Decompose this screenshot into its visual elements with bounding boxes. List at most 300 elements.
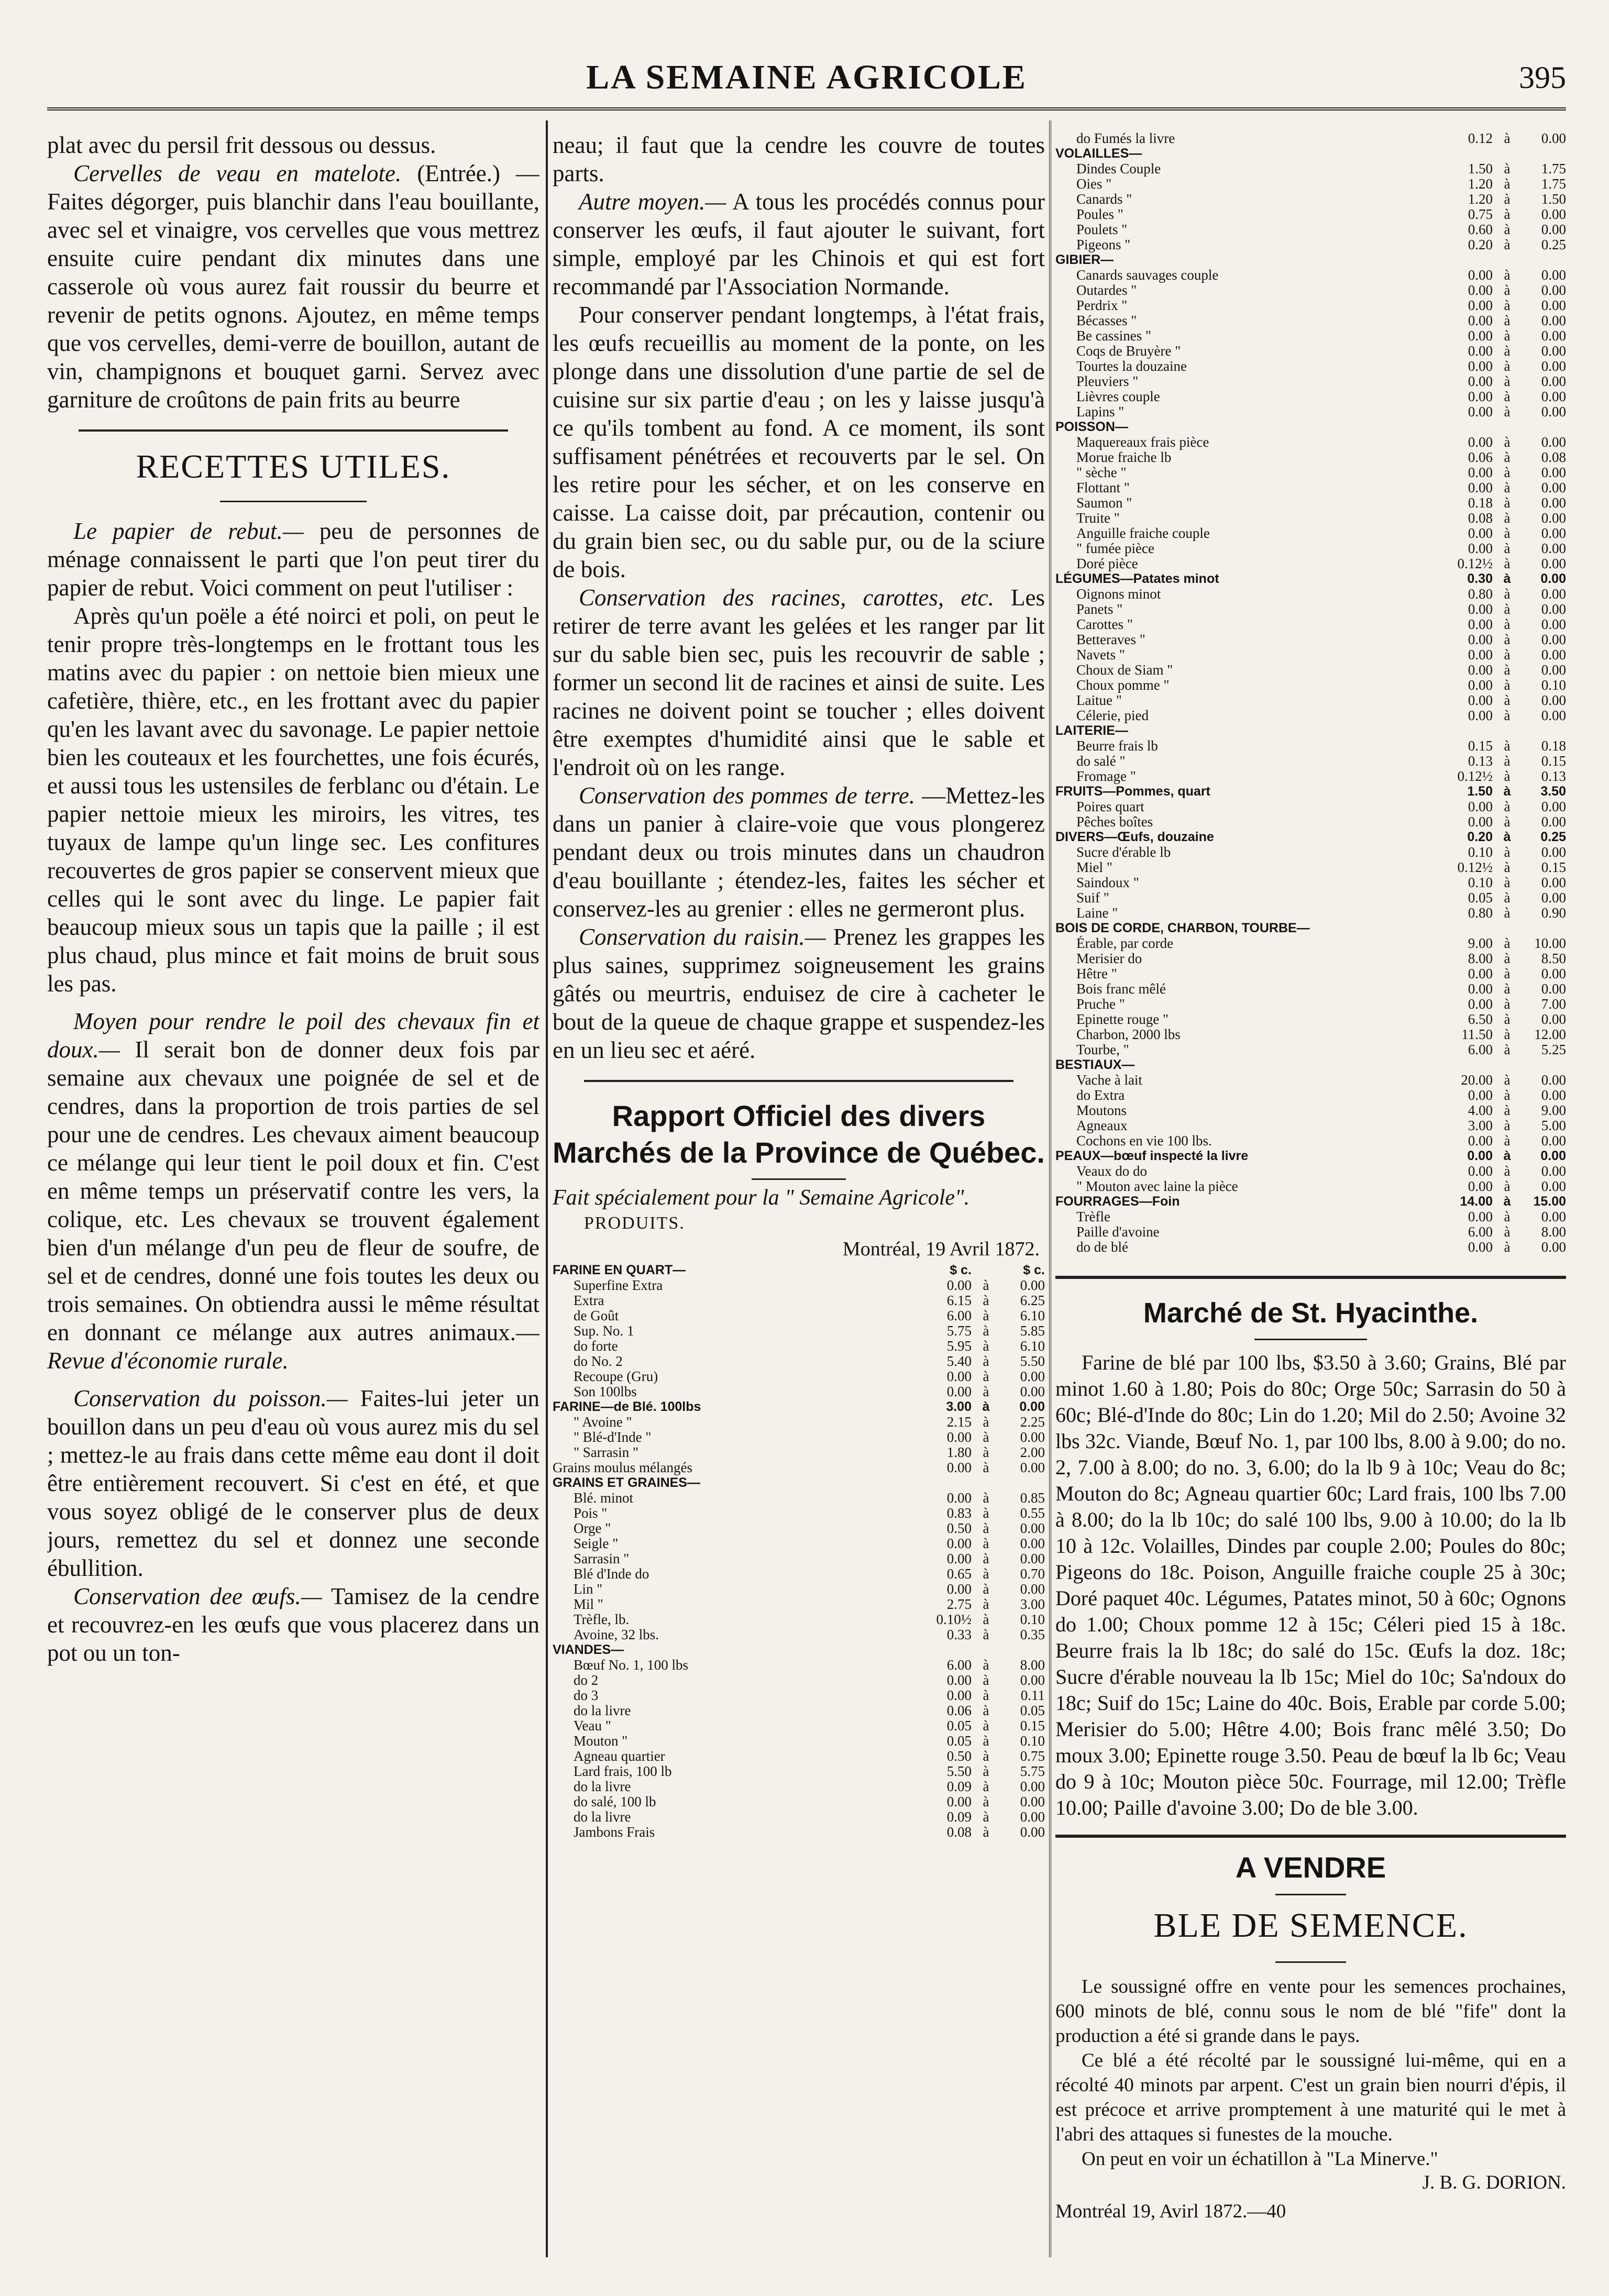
price-separator: à	[983, 1718, 989, 1734]
price-high: 0.00	[1541, 526, 1566, 541]
price-label: VOLAILLES—	[1055, 146, 1142, 161]
price-low: 0.00	[946, 1460, 972, 1475]
price-row	[1055, 313, 1566, 328]
price-row	[1055, 632, 1566, 647]
price-high: 0.00	[1541, 1209, 1566, 1224]
paragraph	[47, 1007, 539, 1375]
price-label: Navets "	[1076, 647, 1125, 663]
price-high: 0.00	[1541, 1179, 1566, 1194]
price-high: 0.11	[1020, 1688, 1045, 1703]
price-high: 0.08	[1541, 450, 1566, 465]
price-high: 5.85	[1020, 1323, 1045, 1339]
price-label: LÉGUMES—Patates minot	[1055, 571, 1219, 586]
price-high: 0.00	[1541, 404, 1566, 420]
price-label: Morue fraiche lb	[1076, 450, 1172, 465]
price-label: do Extra	[1076, 1088, 1125, 1103]
price-low: 0.00	[1468, 678, 1493, 693]
price-separator: à	[1504, 374, 1511, 389]
price-row	[553, 1384, 1045, 1399]
price-row	[1055, 951, 1566, 966]
price-high: 1.75	[1541, 176, 1566, 192]
price-high: 0.00	[1020, 1536, 1045, 1551]
price-high: 0.00	[1020, 1582, 1045, 1597]
price-high: 0.10	[1020, 1734, 1045, 1749]
price-high: 0.00	[1020, 1825, 1045, 1840]
price-label: do la livre	[574, 1809, 631, 1825]
price-row	[1055, 693, 1566, 708]
price-high: 0.00	[1541, 465, 1566, 480]
paragraph-text: (Entrée.) — Faites dégorger, puis blanchir dans l'eau bouillante, avec sel et vinaigre, vos cervelles que vous mettrez ensuite cuire pendant dix minutes dans une casserole où vous aurez fait roussir du beurre et revenir de petits ognons. Ajoutez, en même temps que vos cervelles, demi-verre de bouillon, autant de vin, champignons et bouquet garni. Servez avec garniture de croûtons de pain frits au beurre	[47, 160, 539, 413]
price-row	[1055, 1027, 1566, 1042]
price-low: 0.80	[1468, 906, 1493, 921]
price-label: BESTIAUX—	[1055, 1057, 1135, 1072]
column-right	[1055, 131, 1566, 2223]
price-row	[1055, 1224, 1566, 1240]
price-low: 0.00	[1468, 799, 1493, 814]
price-row	[553, 1718, 1045, 1734]
price-label: Truite "	[1076, 511, 1120, 526]
price-row	[1055, 222, 1566, 237]
price-separator: à	[1504, 1088, 1511, 1103]
price-separator: à	[1504, 465, 1511, 480]
price-separator: à	[983, 1506, 989, 1521]
price-high: 0.00	[1541, 966, 1566, 981]
ad-title: A VENDRE	[1235, 1851, 1386, 1884]
price-separator: à	[1503, 571, 1511, 586]
price-high: 0.00	[1541, 799, 1566, 814]
price-label: FRUITS—Pommes, quart	[1055, 784, 1210, 799]
price-low: 6.50	[1468, 1012, 1493, 1027]
price-label: do salé "	[1076, 754, 1126, 769]
price-separator: à	[1504, 207, 1511, 222]
price-label: Oignons minot	[1076, 587, 1161, 602]
price-separator: à	[1504, 1027, 1511, 1042]
price-separator: à	[1504, 1073, 1511, 1088]
price-row	[553, 1551, 1045, 1566]
price-label: Coqs de Bruyère "	[1076, 344, 1181, 359]
price-low: 0.50	[946, 1521, 972, 1536]
price-separator: à	[1504, 131, 1511, 146]
price-high: 0.00	[1541, 541, 1566, 556]
price-label: Laine "	[1076, 906, 1118, 921]
price-row	[553, 1339, 1045, 1354]
price-high: 0.00	[1541, 283, 1566, 298]
price-label: Mouton "	[574, 1734, 628, 1749]
price-high: 9.00	[1541, 1103, 1566, 1118]
price-label: Superfine Extra	[574, 1278, 663, 1293]
title-underline	[1254, 1339, 1367, 1340]
price-row	[1055, 1088, 1566, 1103]
price-separator: à	[983, 1339, 989, 1354]
price-row	[1055, 602, 1566, 617]
price-high: 7.00	[1541, 997, 1566, 1012]
price-label: Fromage "	[1076, 769, 1136, 784]
price-high: 0.00	[1020, 1278, 1045, 1293]
price-label: Pleuviers "	[1076, 374, 1139, 389]
price-high: 0.00	[1541, 556, 1566, 571]
price-row	[1055, 252, 1566, 268]
price-label: Anguille fraiche couple	[1076, 526, 1210, 541]
ad-paragraph: Ce blé a été récolté par le soussigné lui-même, qui en a récolté 40 minots par arpent. C'est un grain bien nourri d'épis, il est précoce et arrive promptement à une maturité qui le met à l'abri des attaques si funestes de la mouche.	[1055, 2050, 1566, 2145]
price-high: 8.50	[1541, 951, 1566, 966]
price-label: do 2	[574, 1673, 599, 1688]
price-label: Lièvres couple	[1076, 389, 1160, 404]
price-high: 0.00	[1541, 374, 1566, 389]
report-date: Montréal, 19 Avril 1872.	[842, 1238, 1040, 1260]
price-separator: à	[1504, 283, 1511, 298]
price-separator: à	[983, 1703, 989, 1718]
price-low: 0.00	[1468, 1164, 1493, 1179]
report-title: Rapport Officiel des divers Marchés de la Province de Québec.	[553, 1099, 1045, 1169]
price-separator: à	[983, 1582, 989, 1597]
price-separator: à	[1504, 328, 1511, 344]
price-separator: à	[1504, 587, 1511, 602]
price-label: Canards sauvages couple	[1076, 268, 1219, 283]
price-separator: à	[983, 1825, 989, 1840]
price-low	[1448, 921, 1493, 936]
price-high: 0.00	[1020, 1673, 1045, 1688]
price-label: Trèfle, lb.	[574, 1612, 630, 1627]
section-divider	[79, 429, 508, 432]
price-low: 0.00	[1468, 663, 1493, 678]
price-separator: à	[983, 1430, 989, 1445]
price-separator: à	[1504, 526, 1511, 541]
price-separator	[1493, 723, 1522, 738]
recipe-title: Le papier de rebut.—	[73, 518, 304, 544]
price-separator: à	[1504, 1209, 1511, 1224]
price-row	[553, 1597, 1045, 1612]
price-row	[1055, 981, 1566, 997]
price-label: Célerie, pied	[1076, 708, 1149, 723]
price-high: 0.75	[1020, 1749, 1045, 1764]
price-label: Sarrasin "	[574, 1551, 630, 1566]
price-low: 6.00	[946, 1658, 972, 1673]
price-row	[553, 1293, 1045, 1308]
price-separator: à	[1504, 997, 1511, 1012]
price-separator: à	[983, 1415, 989, 1430]
price-row	[1055, 845, 1566, 860]
price-row	[1055, 420, 1566, 435]
price-separator: à	[1504, 906, 1511, 921]
price-label: Charbon, 2000 lbs	[1076, 1027, 1181, 1042]
price-separator: à	[1503, 1194, 1511, 1209]
price-low	[1448, 252, 1493, 268]
price-label: Saindoux "	[1076, 875, 1139, 890]
price-high: 0.18	[1541, 738, 1566, 754]
price-separator: à	[983, 1384, 989, 1399]
price-label: FOURRAGES—Foin	[1055, 1194, 1180, 1209]
price-low: 0.00	[1468, 283, 1493, 298]
price-high: 3.50	[1540, 784, 1566, 799]
price-row	[1055, 966, 1566, 981]
paragraph: Pour conserver pendant longtemps, à l'état frais, les œufs recueillis au moment de la ponte, on les plonge dans une dissolution d'une partie de sel de cuisine sur six partie d'eau ; on les y laisse jusqu'à ce qu'ils tombent au fond. A ce moment, ils sont suffisament pénétrées et recouverts par le sel. On les retire pour les sécher, et on les conserve en caisse. La caisse doit, par précaution, contenir ou du grain bien sec, ou du sable pur, ou de la sciure de bois.	[553, 302, 1045, 582]
price-row	[1055, 237, 1566, 252]
price-high: 0.00	[1541, 495, 1566, 511]
price-separator: à	[1504, 1012, 1511, 1027]
price-separator: à	[1504, 799, 1511, 814]
price-low: 0.08	[946, 1825, 972, 1840]
price-low	[1448, 1057, 1493, 1073]
ad-body	[1055, 1974, 1566, 2171]
price-high: 0.05	[1020, 1703, 1045, 1718]
price-label: Sucre d'érable lb	[1076, 845, 1171, 860]
price-row	[1055, 723, 1566, 738]
price-row	[1055, 1149, 1566, 1164]
recipe-title: Conservation dee œufs.—	[73, 1583, 322, 1609]
price-separator: à	[1504, 298, 1511, 313]
price-high: 0.00	[1541, 981, 1566, 997]
price-high: 0.85	[1020, 1491, 1045, 1506]
price-row	[553, 1794, 1045, 1809]
price-row	[1055, 1118, 1566, 1133]
price-label: Extra	[574, 1293, 604, 1308]
price-high: 0.00	[1541, 1012, 1566, 1027]
market-price-table	[553, 1263, 1045, 1840]
price-separator: à	[1504, 602, 1511, 617]
price-label: " sèche "	[1076, 465, 1127, 480]
price-separator	[972, 1263, 1000, 1278]
price-label: PEAUX—bœuf inspecté la livre	[1055, 1149, 1249, 1163]
price-label: BOIS DE CORDE, CHARBON, TOURBE—	[1055, 921, 1310, 935]
price-label: Carottes "	[1076, 617, 1133, 632]
price-row	[1055, 738, 1566, 754]
ad-subtitle: BLE DE SEMENCE.	[1153, 1906, 1468, 1945]
price-low: 0.20	[1468, 237, 1493, 252]
price-high: 0.15	[1020, 1718, 1045, 1734]
price-high: 3.00	[1020, 1597, 1045, 1612]
price-row	[553, 1612, 1045, 1627]
price-high: 0.00	[1541, 845, 1566, 860]
price-separator: à	[1504, 845, 1511, 860]
title-underline	[220, 501, 367, 502]
price-low: 2.75	[946, 1597, 972, 1612]
price-high: 0.00	[1541, 1133, 1566, 1149]
price-label: FARINE EN QUART—	[553, 1263, 686, 1277]
price-row	[1055, 192, 1566, 207]
price-row	[1055, 663, 1566, 678]
price-label: Mil "	[574, 1597, 603, 1612]
price-label: Choux pomme "	[1076, 678, 1170, 693]
price-row	[1055, 1240, 1566, 1255]
price-row	[1055, 541, 1566, 556]
price-row	[553, 1764, 1045, 1779]
price-label: " Mouton avec laine la pièce	[1076, 1179, 1238, 1194]
price-high: 0.10	[1541, 678, 1566, 693]
price-high: 0.00	[1541, 1164, 1566, 1179]
price-label: Betteraves "	[1076, 632, 1145, 647]
price-high: 5.00	[1541, 1118, 1566, 1133]
price-low: 5.50	[946, 1764, 972, 1779]
price-label: Beurre frais lb	[1076, 738, 1158, 754]
price-high: 0.00	[1020, 1521, 1045, 1536]
price-separator	[1493, 921, 1522, 936]
recipe-title: Conservation du poisson.—	[73, 1385, 348, 1411]
price-row	[553, 1825, 1045, 1840]
price-separator	[972, 1475, 1000, 1491]
newspaper-title: LA SEMAINE AGRICOLE	[586, 58, 1027, 96]
price-low: 0.00	[1468, 1240, 1493, 1255]
price-high: 6.10	[1020, 1339, 1045, 1354]
price-label: Recoupe (Gru)	[574, 1369, 658, 1384]
price-high: 5.50	[1020, 1354, 1045, 1369]
price-row	[1055, 799, 1566, 814]
price-high: 0.10	[1020, 1612, 1045, 1627]
price-label: Lard frais, 100 lb	[574, 1764, 672, 1779]
price-row	[1055, 435, 1566, 450]
price-separator: à	[1504, 511, 1511, 526]
price-separator: à	[1504, 966, 1511, 981]
price-high	[1522, 252, 1566, 268]
price-high: 0.00	[1020, 1794, 1045, 1809]
price-separator: à	[1504, 860, 1511, 875]
price-low: 0.00	[946, 1491, 972, 1506]
price-high: 0.00	[1541, 313, 1566, 328]
paragraph	[553, 781, 1045, 923]
price-separator: à	[1504, 769, 1511, 784]
price-label: Blé d'Inde do	[574, 1566, 649, 1582]
price-low: 0.00	[1467, 1149, 1493, 1163]
price-high: 0.00	[1541, 875, 1566, 890]
price-label: FARINE—de Blé. 100lbs	[553, 1399, 701, 1414]
price-separator: à	[1504, 647, 1511, 663]
source-citation: Revue d'économie rurale.	[47, 1348, 289, 1374]
price-row	[553, 1323, 1045, 1339]
column-divider	[1049, 120, 1051, 2257]
paragraph-text: Tamisez de la cendre et recouvrez-en les œufs que vous placerez dans un pot ou un ton-	[47, 1583, 539, 1666]
price-separator: à	[983, 1521, 989, 1536]
ad-signature: J. B. G. DORION.	[1422, 2172, 1566, 2193]
price-row	[553, 1278, 1045, 1293]
price-row	[553, 1491, 1045, 1506]
price-row	[1055, 480, 1566, 495]
price-label: Agneau quartier	[574, 1749, 665, 1764]
price-low: 0.30	[1467, 571, 1493, 586]
price-label: Laitue "	[1076, 693, 1122, 708]
price-low: 0.00	[1468, 708, 1493, 723]
paragraph	[553, 583, 1045, 781]
price-label: Maquereaux frais pièce	[1076, 435, 1209, 450]
price-low: 0.75	[1468, 207, 1493, 222]
price-row	[1055, 511, 1566, 526]
price-label: do de blé	[1076, 1240, 1128, 1255]
price-row	[1055, 131, 1566, 146]
price-label: Grains moulus mélangés	[553, 1460, 692, 1475]
price-high: 8.00	[1020, 1658, 1045, 1673]
price-high: 0.00	[1541, 602, 1566, 617]
price-low: 0.13	[1468, 754, 1493, 769]
price-row	[1055, 495, 1566, 511]
price-row	[1055, 678, 1566, 693]
price-low: 0.05	[946, 1718, 972, 1734]
price-row	[1055, 283, 1566, 298]
price-label: Bécasses "	[1076, 313, 1137, 328]
price-row	[553, 1369, 1045, 1384]
price-separator: à	[983, 1278, 989, 1293]
price-row	[553, 1688, 1045, 1703]
price-separator: à	[1504, 161, 1511, 176]
price-separator: à	[983, 1323, 989, 1339]
price-separator: à	[1504, 1224, 1511, 1240]
price-high: 1.50	[1541, 192, 1566, 207]
price-low: 0.00	[1468, 632, 1493, 647]
price-low: 0.00	[1468, 693, 1493, 708]
title-underline	[1275, 1894, 1346, 1895]
price-low: 8.00	[1468, 951, 1493, 966]
price-high: 0.00	[1541, 389, 1566, 404]
price-high: 0.00	[1541, 693, 1566, 708]
price-label: Dindes Couple	[1076, 161, 1161, 176]
price-label: Avoine, 32 lbs.	[574, 1627, 659, 1642]
price-separator: à	[983, 1764, 989, 1779]
paragraph	[553, 187, 1045, 301]
price-low	[1448, 146, 1493, 161]
price-row	[553, 1430, 1045, 1445]
price-label: do la livre	[574, 1703, 631, 1718]
price-row	[553, 1475, 1045, 1491]
price-low: 1.50	[1468, 161, 1493, 176]
paragraph	[553, 923, 1045, 1064]
price-separator: à	[1504, 313, 1511, 328]
price-separator: à	[1504, 1118, 1511, 1133]
price-row	[1055, 344, 1566, 359]
section-divider	[1055, 1276, 1566, 1279]
price-high	[1522, 1057, 1566, 1073]
price-separator: à	[1504, 1042, 1511, 1057]
price-high: 0.00	[1541, 359, 1566, 374]
price-separator: à	[983, 1688, 989, 1703]
price-low: 0.00	[1468, 541, 1493, 556]
price-row	[553, 1673, 1045, 1688]
price-high: 12.00	[1534, 1027, 1566, 1042]
page-header	[47, 58, 1566, 107]
price-low: 0.00	[946, 1430, 972, 1445]
price-low: 3.00	[946, 1399, 972, 1414]
price-row	[553, 1521, 1045, 1536]
price-high	[1522, 146, 1566, 161]
price-row	[553, 1642, 1045, 1658]
price-row	[1055, 1194, 1566, 1209]
price-label: Pigeons "	[1076, 237, 1131, 252]
price-high: 0.90	[1541, 906, 1566, 921]
price-high: 0.00	[1541, 814, 1566, 830]
section-title: RECETTES UTILES.	[136, 448, 451, 485]
price-low: 0.00	[946, 1384, 972, 1399]
price-row	[553, 1658, 1045, 1673]
price-low: 0.10	[1468, 845, 1493, 860]
price-high: 0.00	[1020, 1779, 1045, 1794]
price-separator: à	[1504, 1164, 1511, 1179]
price-separator: à	[983, 1369, 989, 1384]
price-high: 0.00	[1541, 1240, 1566, 1255]
price-row	[1055, 860, 1566, 875]
price-label: LAITERIE—	[1055, 723, 1128, 738]
market-title: Marché de St. Hyacinthe.	[1143, 1297, 1479, 1329]
price-low: 0.10	[1468, 875, 1493, 890]
price-low: 0.05	[946, 1734, 972, 1749]
price-high: 0.00	[1541, 344, 1566, 359]
price-separator: à	[1504, 678, 1511, 693]
price-row	[1055, 146, 1566, 161]
price-high: 0.00	[1020, 1384, 1045, 1399]
price-low: 0.08	[1468, 511, 1493, 526]
price-high: 0.00	[1020, 1460, 1045, 1475]
price-label: Poules "	[1076, 207, 1123, 222]
price-separator: à	[983, 1597, 989, 1612]
price-high: 6.25	[1020, 1293, 1045, 1308]
price-label: Merisier do	[1076, 951, 1142, 966]
price-label: Oies "	[1076, 176, 1112, 192]
price-low: 6.00	[1468, 1042, 1493, 1057]
